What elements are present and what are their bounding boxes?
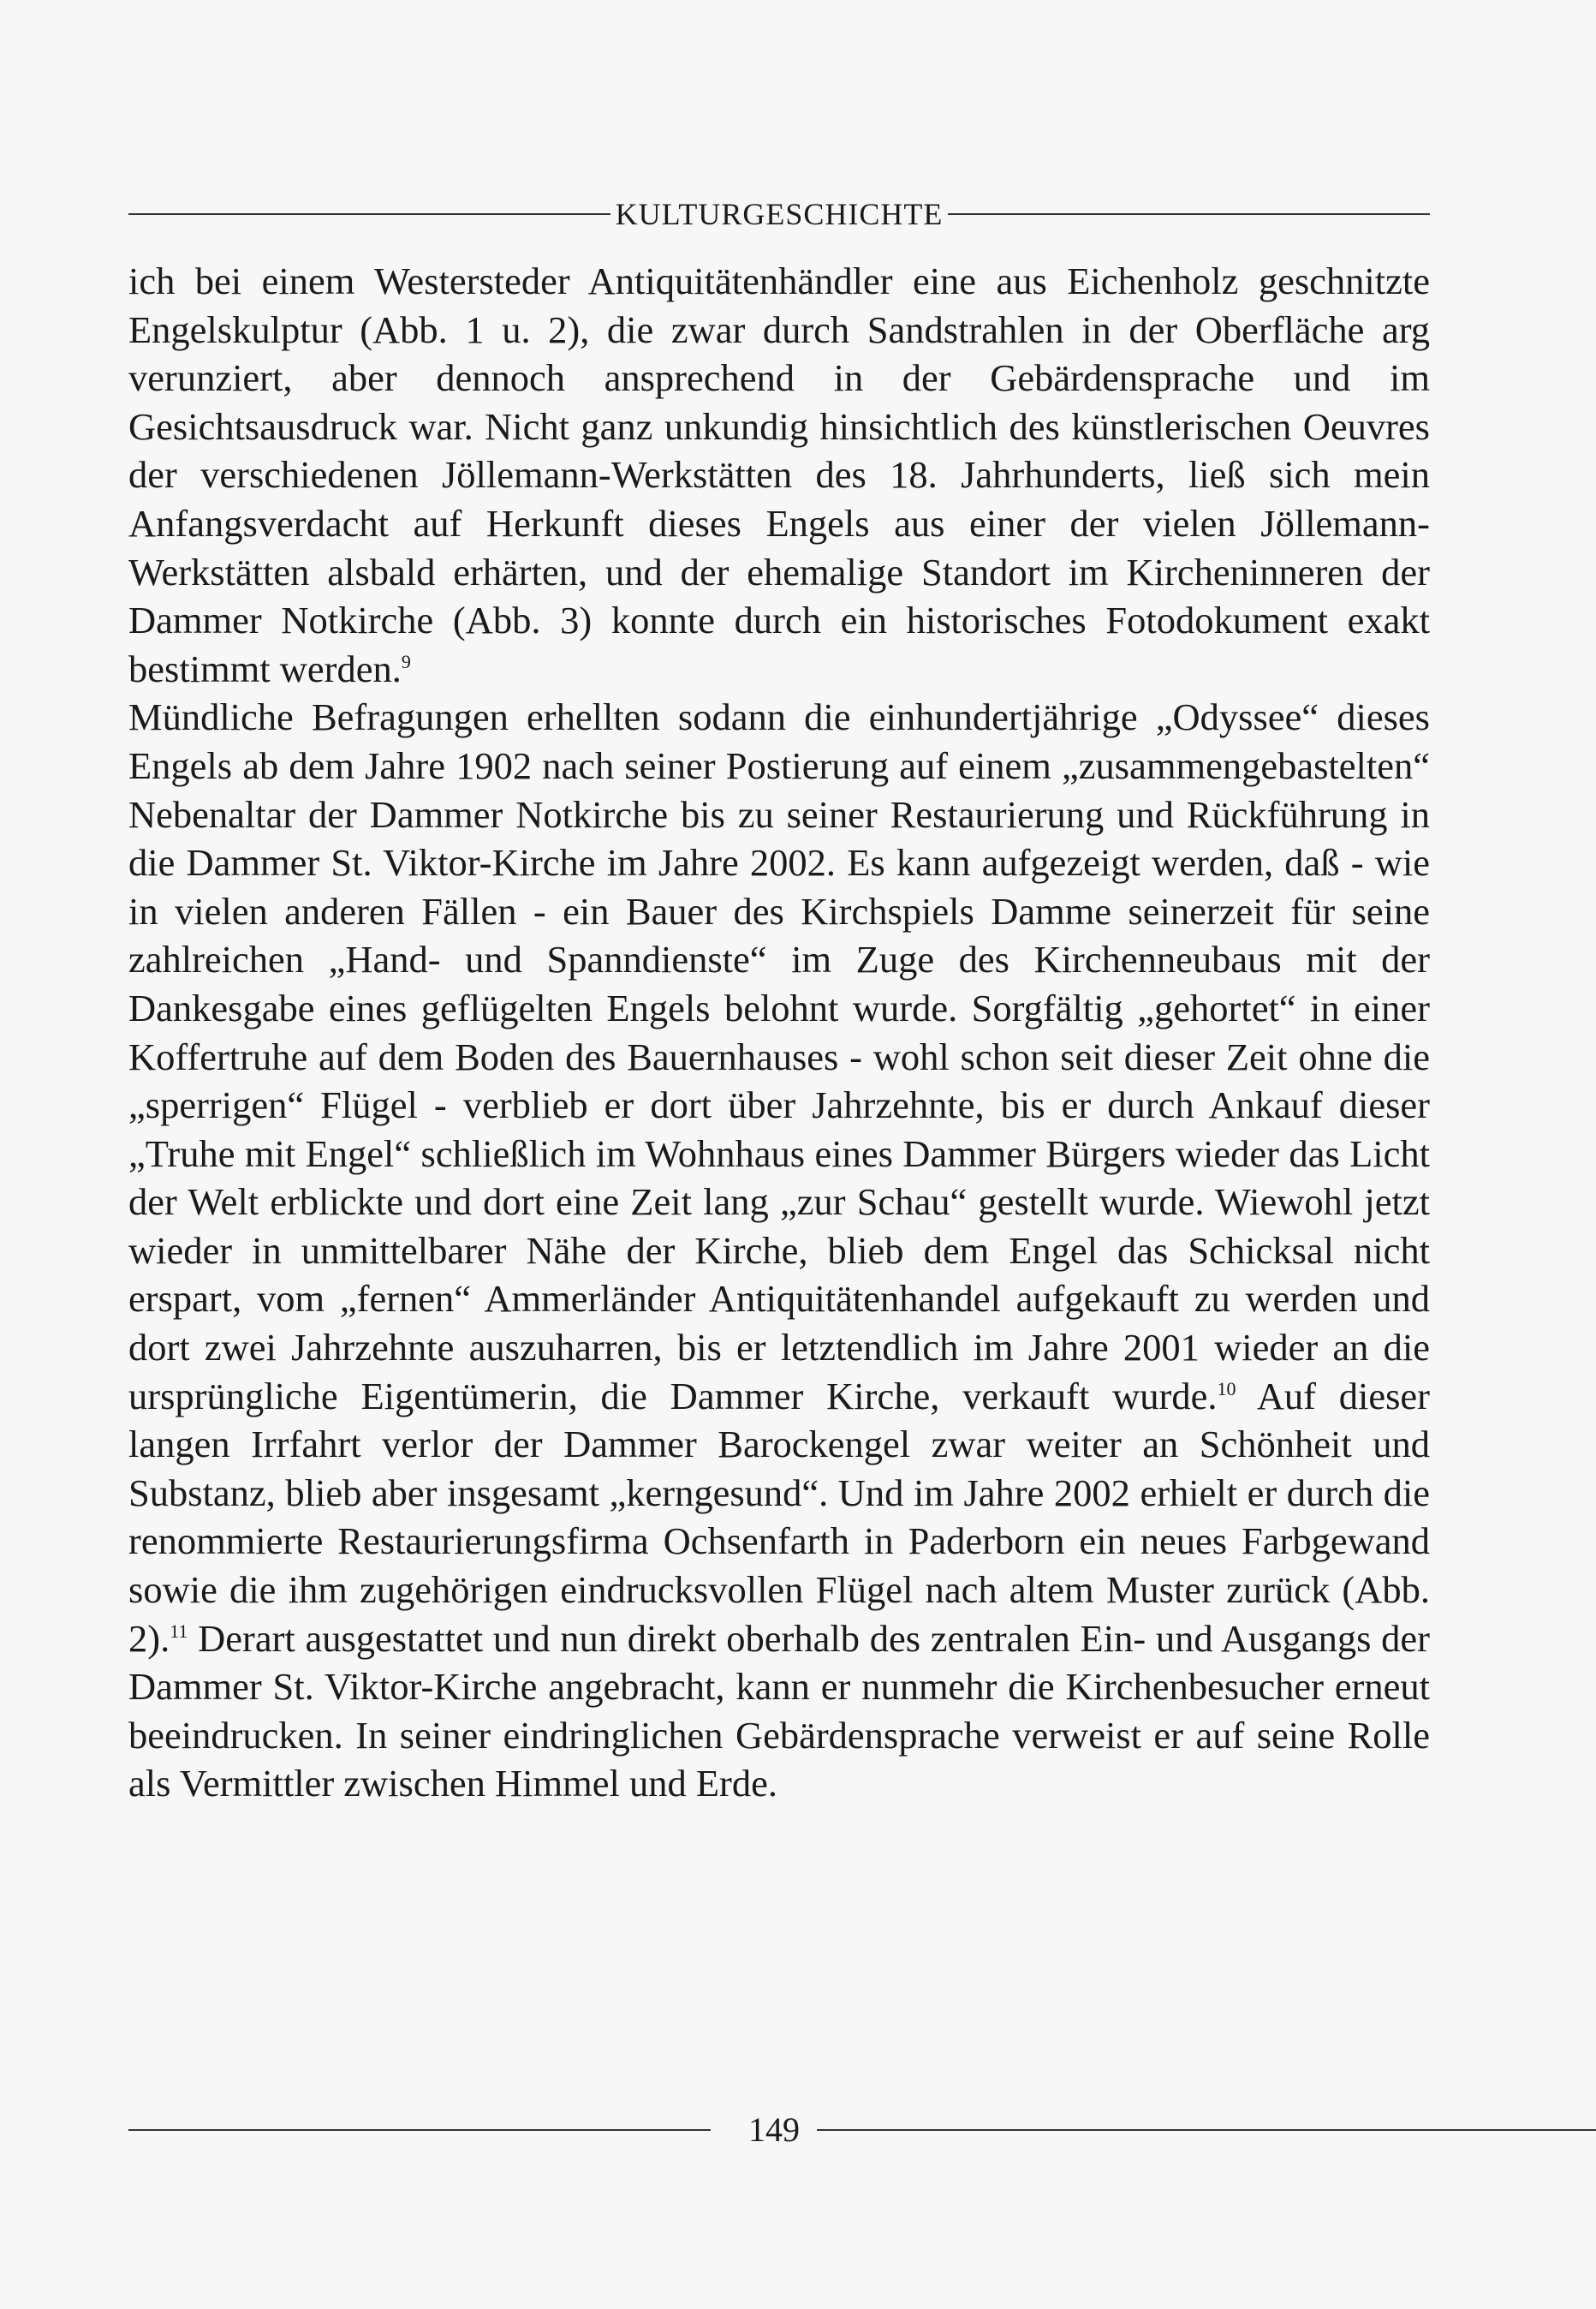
footnote-ref-10: 10 — [1217, 1377, 1236, 1399]
footer-rule-right — [817, 2129, 1596, 2131]
footnote-ref-9: 9 — [401, 650, 411, 672]
section-title: KULTURGESCHICHTE — [615, 197, 944, 231]
page-number: 149 — [748, 2110, 800, 2149]
header-rule-left — [128, 213, 610, 215]
paragraph-2 — [128, 693, 1430, 1808]
paragraph-2-text-c: Derart ausgestattet und nun direkt oberhalb des zentralen Ein- und Ausgangs der Dammer St. Viktor-Kirche angebracht, kann er nunmehr die Kirchenbesucher erneut beeindrucken. In seiner eindringlichen Gebärdensprache verweist er auf seine Rolle als Vermittler zwischen Himmel und Erde. — [128, 1616, 1430, 1805]
paragraph-1 — [128, 257, 1430, 693]
article-body — [128, 257, 1430, 1808]
footer-rule-left — [128, 2129, 711, 2131]
running-header — [128, 195, 1430, 233]
page-footer — [128, 2109, 1596, 2151]
header-rule-right — [948, 213, 1430, 215]
paragraph-1-text: ich bei einem Westersteder Antiquitätenhändler eine aus Eichenholz geschnitzte Engelskulptur (Abb. 1 u. 2), die zwar durch Sandstrahlen in der Oberfläche arg verunziert, aber dennoch ansprechend in der Gebärdensprache und im Gesichtsausdruck war. Nicht ganz unkundig hinsichtlich des künstlerischen Oeuvres der verschiedenen Jöllemann-Werkstätten des 18. Jahrhunderts, ließ sich mein Anfangsverdacht auf Herkunft dieses Engels aus einer der vielen Jöllemann-Werkstätten alsbald erhärten, und der ehemalige Standort im Kircheninneren der Dammer Notkirche (Abb. 3) konnte durch ein historisches Fotodokument exakt bestimmt werden. — [128, 260, 1430, 690]
paragraph-2-text-a: Mündliche Befragungen erhellten sodann die einhundertjährige „Odyssee“ dieses Engels ab dem Jahre 1902 nach seiner Postierung auf einem „zusammengebastelten“ Nebenaltar der Dammer Notkirche bis zu seiner Restaurierung und Rückführung in die Dammer St. Viktor-Kirche im Jahre 2002. Es kann aufgezeigt werden, daß - wie in vielen anderen Fällen - ein Bauer des Kirchspiels Damme seinerzeit für seine zahlreichen „Hand- und Spanndienste“ im Zuge des Kirchenneubaus mit der Dankesgabe eines geflügelten Engels belohnt wurde. Sorgfältig „gehortet“ in einer Koffertruhe auf dem Boden des Bauernhauses - wohl schon seit dieser Zeit ohne die „sperrigen“ Flügel - verblieb er dort über Jahrzehnte, bis er durch Ankauf dieser „Truhe mit Engel“ schließlich im Wohnhaus eines Dammer Bürgers wieder das Licht der Welt erblickte und dort eine Zeit lang „zur Schau“ gestellt wurde. Wiewohl jetzt wieder in unmittelbarer Nähe der Kirche, blieb dem Engel das Schicksal nicht erspart, vom „fernen“ Ammerländer Antiquitätenhandel aufgekauft zu werden und dort zwei Jahrzehnte auszuharren, bis er letztendlich im Jahre 2001 wieder an die ursprüngliche Eigentümerin, die Dammer Kirche, verkauft wurde. — [128, 695, 1430, 1417]
paragraph-2-text-b: Auf dieser langen Irrfahrt verlor der Dammer Barockengel zwar weiter an Schönheit und Substanz, blieb aber insgesamt „kerngesund“. Und im Jahre 2002 erhielt er durch die renommierte Restaurierungsfirma Ochsenfarth in Paderborn ein neues Farbgewand sowie die ihm zugehörigen eindrucksvollen Flügel nach altem Muster zurück (Abb. 2). — [128, 1374, 1430, 1660]
footnote-ref-11: 11 — [170, 1620, 188, 1642]
